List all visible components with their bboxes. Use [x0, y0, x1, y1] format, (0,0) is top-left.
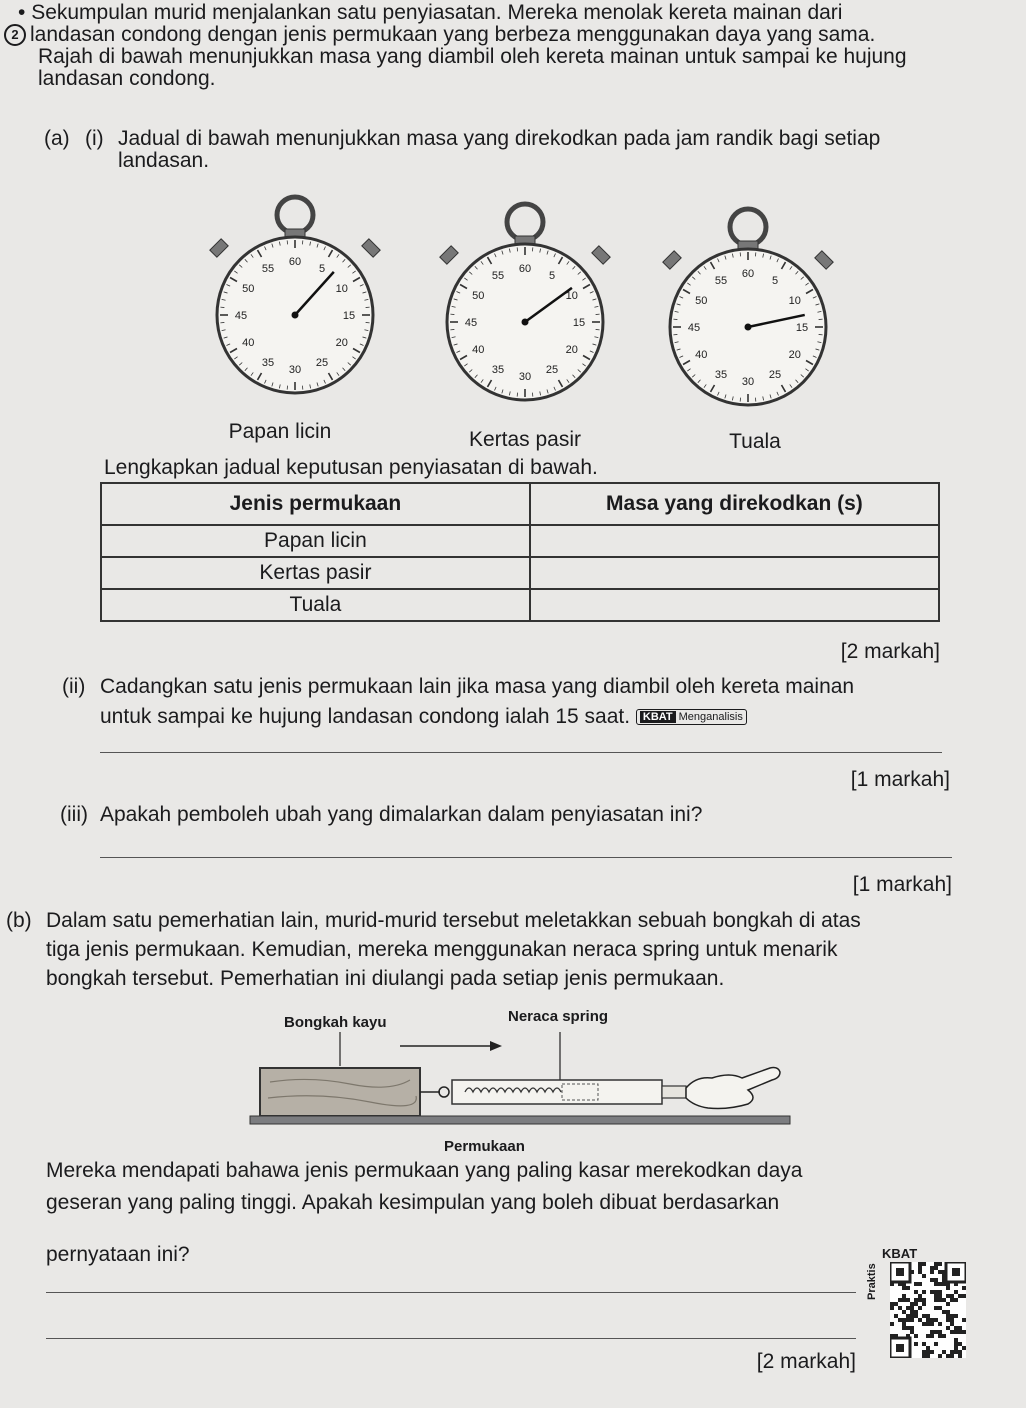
table-instruction: Lengkapkan jadual keputusan penyiasatan di bawah. [104, 456, 598, 479]
dial-number: 15 [795, 322, 809, 334]
part-a-label: (a) [44, 127, 70, 150]
dial-number: 35 [714, 368, 728, 381]
answer-line-b-1[interactable] [46, 1292, 856, 1293]
dial-number: 5 [318, 263, 326, 276]
kbat-badge: KBAT Menganalisis [636, 709, 747, 725]
dial-number: 10 [565, 290, 578, 302]
dial-number: 10 [335, 283, 348, 295]
stopwatch-label-papan-licin: Papan licin [228, 420, 332, 443]
table-row [101, 589, 939, 621]
dial-number: 15 [572, 317, 586, 329]
marks-a-ii: [1 markah] [850, 768, 950, 791]
intro-line-2: 2 landasan condong dengan jenis permukaan yang berbeza menggunakan daya yang sama. [0, 24, 1020, 46]
dial-number: 5 [771, 275, 779, 288]
stopwatch-right-button[interactable] [362, 239, 380, 257]
stopwatch-right-button[interactable] [592, 246, 610, 264]
time-answer-cell[interactable] [530, 557, 939, 589]
marks-b: [2 markah] [756, 1350, 856, 1373]
dial-number: 35 [491, 363, 505, 376]
stopwatch-left-button[interactable] [663, 251, 681, 269]
stopwatch-label-kertas-pasir: Kertas pasir [468, 428, 582, 451]
friction-diagram [240, 1030, 800, 1142]
surface-cell: Papan licin [101, 525, 530, 557]
dial-number: 55 [714, 275, 728, 288]
dial-number: 50 [695, 295, 708, 307]
dial-number: 10 [788, 295, 801, 307]
surface-cell: Tuala [101, 589, 530, 621]
table-row [101, 557, 939, 589]
part-a-iii-label: (iii) [60, 803, 88, 826]
dial-number: 45 [464, 317, 478, 329]
question-intro [0, 2, 1020, 90]
part-b-question-3: pernyataan ini? [46, 1243, 190, 1266]
stopwatch-left-button[interactable] [440, 246, 458, 264]
question-number-badge: 2 [4, 24, 26, 46]
diagram-label-surface: Permukaan [444, 1138, 525, 1155]
dial-number: 60 [518, 263, 532, 275]
dial-number: 5 [548, 270, 556, 283]
stopwatch-ring [277, 197, 313, 233]
part-b-label: (b) [6, 909, 32, 932]
stopwatch-left-button[interactable] [210, 239, 228, 257]
answer-line-b-2[interactable] [46, 1338, 856, 1339]
part-a-i-text-2: landasan. [118, 149, 210, 172]
stopwatch-ring [730, 209, 766, 245]
part-b-question-1: Mereka mendapati bahawa jenis permukaan yang paling kasar merekodkan daya [46, 1159, 803, 1182]
dial-number: 35 [261, 356, 275, 369]
part-b-text-2: tiga jenis permukaan. Kemudian, mereka menggunakan neraca spring untuk menarik [46, 938, 838, 961]
dial-number: 30 [518, 371, 532, 383]
part-b-question-2: geseran yang paling tinggi. Apakah kesimpulan yang boleh dibuat berdasarkan [46, 1191, 780, 1214]
dial-number: 40 [695, 349, 708, 361]
stopwatch-pivot [292, 312, 299, 319]
dial-number: 20 [335, 337, 348, 349]
wooden-block [260, 1068, 420, 1116]
dial-number: 25 [768, 368, 782, 381]
diagram-label-block: Bongkah kayu [284, 1014, 387, 1031]
stopwatch-papan-licin [210, 197, 380, 393]
dial-number: 40 [472, 344, 485, 356]
part-a-ii-text-2: untuk sampai ke hujung landasan condong ialah 15 saat. KBAT Menganalisis [100, 706, 747, 728]
dial-number: 45 [234, 310, 248, 322]
results-table [100, 482, 940, 622]
dial-number: 25 [545, 363, 559, 376]
stopwatch-tuala [663, 209, 833, 405]
marks-a-i: [2 markah] [840, 640, 940, 663]
part-b-text-1: Dalam satu pemerhatian lain, murid-murid tersebut meletakkan sebuah bongkah di atas [46, 909, 861, 932]
time-answer-cell[interactable] [530, 589, 939, 621]
dial-number: 15 [342, 310, 356, 322]
part-a-i-text-1: Jadual di bawah menunjukkan masa yang direkodkan pada jam randik bagi setiap [118, 127, 881, 150]
stopwatch-kertas-pasir [440, 204, 610, 400]
dial-number: 50 [472, 290, 485, 302]
surface-cell: Kertas pasir [101, 557, 530, 589]
praktis-vertical-tag: Praktis [866, 1263, 878, 1300]
spring-balance [452, 1080, 686, 1104]
dial-number: 30 [741, 376, 755, 388]
part-a-ii-text-1: Cadangkan satu jenis permukaan lain jika masa yang diambil oleh kereta mainan [100, 675, 855, 698]
dial-number: 20 [788, 349, 801, 361]
dial-number: 30 [288, 364, 302, 376]
stopwatch-pivot [522, 319, 529, 326]
table-row [101, 525, 939, 557]
part-a-i-label: (i) [85, 127, 104, 150]
stopwatch-ring [507, 204, 543, 240]
dial-number: 50 [242, 283, 255, 295]
stopwatch-figure [180, 185, 860, 425]
header-masa-direkodkan: Masa yang direkodkan (s) [530, 483, 939, 525]
dial-number: 25 [315, 356, 329, 369]
surface-board [250, 1116, 790, 1124]
dial-number: 20 [565, 344, 578, 356]
intro-line-3: Rajah di bawah menunjukkan masa yang diambil oleh kereta mainan untuk sampai ke hujung [38, 45, 907, 69]
part-a-iii-text: Apakah pemboleh ubah yang dimalarkan dalam penyiasatan ini? [100, 803, 703, 826]
dial-number: 45 [687, 322, 701, 334]
part-a-ii-label: (ii) [62, 675, 86, 698]
dial-number: 55 [261, 263, 275, 276]
results-table-header [101, 483, 939, 525]
marks-a-iii: [1 markah] [852, 873, 952, 896]
dial-number: 60 [288, 256, 302, 268]
stopwatch-right-button[interactable] [815, 251, 833, 269]
stopwatch-pivot [745, 324, 752, 331]
kbat-corner-tag: KBAT [882, 1246, 918, 1261]
answer-line-a-iii[interactable] [100, 857, 952, 858]
diagram-label-spring: Neraca spring [508, 1008, 609, 1025]
intro-line-4: landasan condong. [38, 67, 216, 91]
dial-number: 40 [242, 337, 255, 349]
answer-line-a-ii[interactable] [100, 752, 942, 753]
intro-line-1: • Sekumpulan murid menjalankan satu penyiasatan. Mereka menolak kereta mainan dari [18, 1, 843, 24]
stopwatch-label-tuala: Tuala [729, 430, 781, 453]
qr-code-icon [890, 1262, 966, 1358]
dial-number: 55 [491, 270, 505, 283]
time-answer-cell[interactable] [530, 525, 939, 557]
hand-icon [686, 1068, 780, 1109]
dial-number: 60 [741, 268, 755, 280]
header-jenis-permukaan: Jenis permukaan [101, 483, 530, 525]
part-b-text-3: bongkah tersebut. Pemerhatian ini diulangi pada setiap jenis permukaan. [46, 967, 725, 990]
